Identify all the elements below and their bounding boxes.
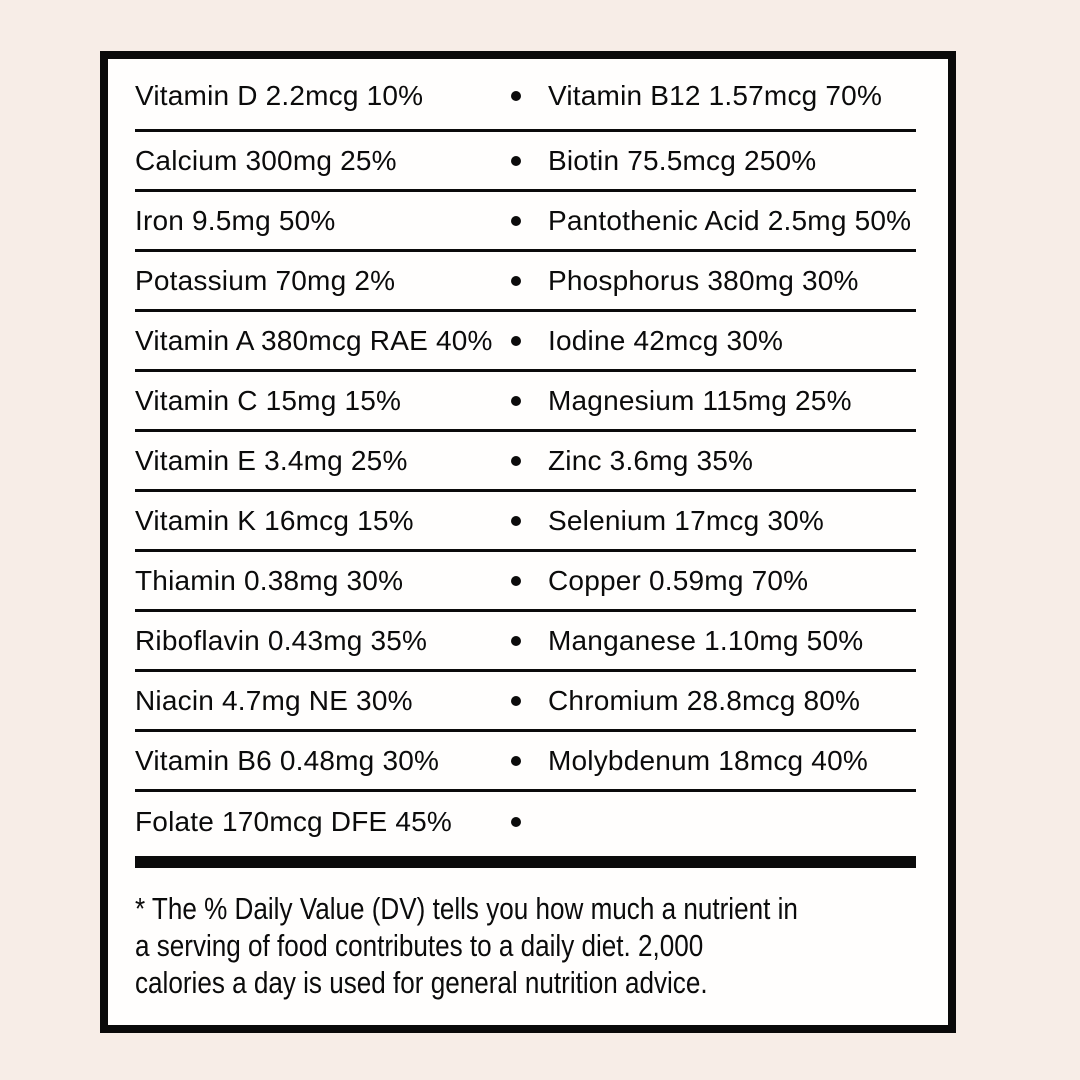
bullet-separator-icon — [508, 516, 524, 526]
footnote-line: * The % Daily Value (DV) tells you how much a nutrient in — [135, 892, 798, 926]
nutrient-row — [135, 59, 916, 132]
bullet-separator-icon — [508, 636, 524, 646]
bullet-separator-icon — [508, 216, 524, 226]
bullet-dot-icon — [511, 576, 521, 586]
nutrient-row — [135, 612, 916, 672]
bullet-dot-icon — [511, 156, 521, 166]
nutrient-right-value: Magnesium 115mg 25% — [548, 384, 852, 416]
nutrient-left-value: Potassium 70mg 2% — [135, 264, 396, 296]
bullet-dot-icon — [511, 216, 521, 226]
bullet-dot-icon — [511, 636, 521, 646]
bullet-separator-icon — [508, 756, 524, 766]
nutrient-left-value: Riboflavin 0.43mg 35% — [135, 624, 428, 656]
nutrient-left-value: Vitamin A 380mcg RAE 40% — [135, 324, 493, 356]
nutrient-right-value: Molybdenum 18mcg 40% — [548, 744, 868, 776]
nutrient-left-value: Calcium 300mg 25% — [135, 144, 397, 176]
nutrient-row — [135, 552, 916, 612]
nutrient-right-value: Pantothenic Acid 2.5mg 50% — [548, 204, 912, 236]
nutrient-right-value: Manganese 1.10mg 50% — [548, 624, 864, 656]
bullet-separator-icon — [508, 456, 524, 466]
nutrient-left-value: Vitamin K 16mcg 15% — [135, 504, 414, 536]
bullet-dot-icon — [511, 696, 521, 706]
bullet-separator-icon — [508, 276, 524, 286]
bullet-dot-icon — [511, 396, 521, 406]
nutrient-left-value: Thiamin 0.38mg 30% — [135, 564, 404, 596]
nutrient-left-value: Vitamin E 3.4mg 25% — [135, 444, 408, 476]
nutrient-row — [135, 372, 916, 432]
nutrient-row — [135, 432, 916, 492]
nutrition-facts-label — [100, 51, 956, 1033]
bullet-dot-icon — [511, 91, 521, 101]
bullet-separator-icon — [508, 817, 524, 827]
nutrient-row — [135, 672, 916, 732]
nutrient-left-value: Folate 170mcg DFE 45% — [135, 805, 453, 837]
nutrient-left-value: Vitamin B6 0.48mg 30% — [135, 744, 440, 776]
bullet-dot-icon — [511, 817, 521, 827]
section-divider-thick-bar — [135, 856, 916, 868]
nutrient-right-value: Zinc 3.6mg 35% — [548, 444, 754, 476]
nutrient-right-value: Biotin 75.5mcg 250% — [548, 144, 817, 176]
bullet-dot-icon — [511, 336, 521, 346]
nutrient-right-value: Selenium 17mcg 30% — [548, 504, 824, 536]
bullet-separator-icon — [508, 576, 524, 586]
daily-value-footnote — [135, 891, 917, 1002]
bullet-separator-icon — [508, 696, 524, 706]
bullet-dot-icon — [511, 276, 521, 286]
nutrient-left-value: Iron 9.5mg 50% — [135, 204, 336, 236]
bullet-dot-icon — [511, 756, 521, 766]
nutrient-right-value: Iodine 42mcg 30% — [548, 324, 784, 356]
nutrient-right-value: Vitamin B12 1.57mcg 70% — [548, 79, 883, 111]
nutrient-row — [135, 252, 916, 312]
nutrient-right-value: Chromium 28.8mcg 80% — [548, 684, 861, 716]
bullet-dot-icon — [511, 456, 521, 466]
nutrient-rows-list — [135, 59, 916, 851]
nutrient-right-value: Phosphorus 380mg 30% — [548, 264, 859, 296]
nutrient-left-value: Niacin 4.7mg NE 30% — [135, 684, 413, 716]
footnote-line: a serving of food contributes to a daily diet. 2,000 — [135, 929, 704, 963]
nutrient-left-value: Vitamin C 15mg 15% — [135, 384, 402, 416]
nutrient-row — [135, 132, 916, 192]
bullet-separator-icon — [508, 156, 524, 166]
nutrient-right-value: Copper 0.59mg 70% — [548, 564, 809, 596]
bullet-separator-icon — [508, 91, 524, 101]
nutrient-row — [135, 192, 916, 252]
nutrient-row — [135, 312, 916, 372]
bullet-dot-icon — [511, 516, 521, 526]
bullet-separator-icon — [508, 336, 524, 346]
nutrient-left-value: Vitamin D 2.2mcg 10% — [135, 79, 424, 111]
bullet-separator-icon — [508, 396, 524, 406]
nutrient-row — [135, 792, 916, 851]
footnote-line: calories a day is used for general nutrition advice. — [135, 966, 708, 1000]
nutrient-row — [135, 732, 916, 792]
nutrient-row — [135, 492, 916, 552]
